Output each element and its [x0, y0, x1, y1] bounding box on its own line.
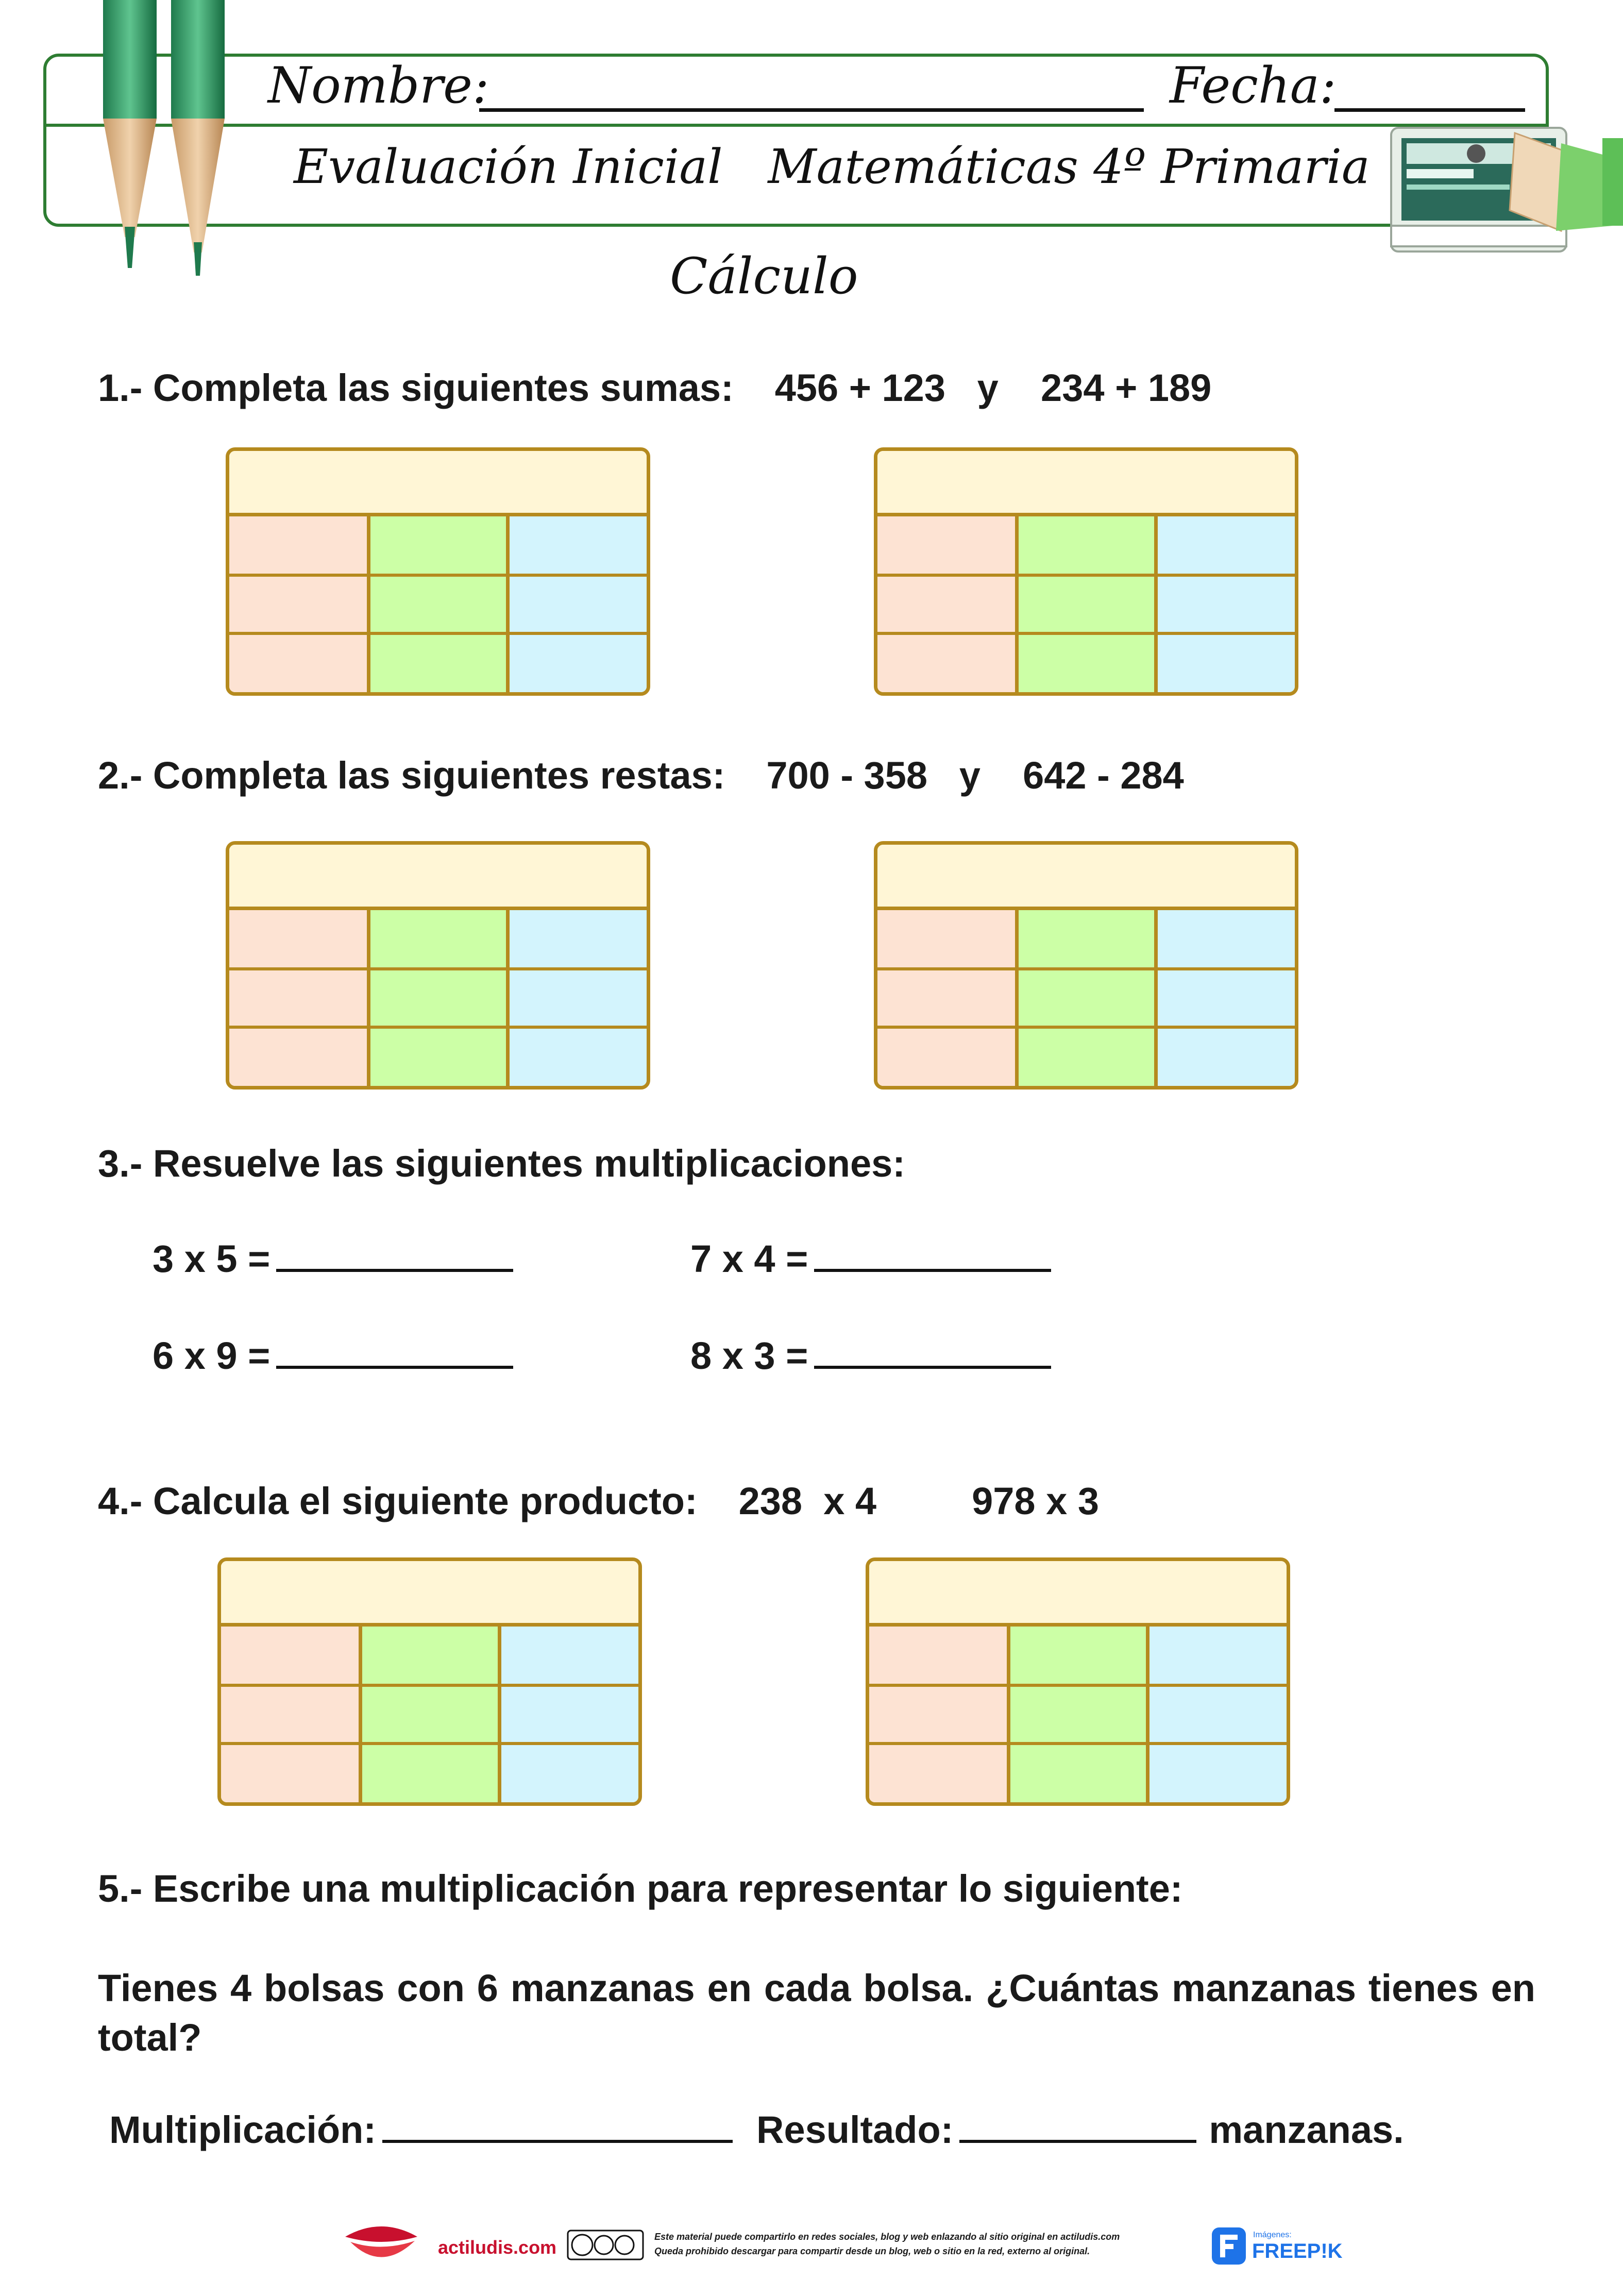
grid-row-divider: [869, 1684, 1287, 1687]
multiplication-3-text: 6 x 9 =: [153, 1334, 270, 1377]
result-label: Resultado:: [756, 2108, 954, 2151]
grid-column-divider: [1146, 1623, 1149, 1802]
grid-cell[interactable]: [368, 633, 508, 692]
multiplication-3-answer[interactable]: [276, 1361, 513, 1369]
grid-cell[interactable]: [869, 1744, 1008, 1802]
grid-cell[interactable]: [368, 910, 508, 969]
multiplication-1: [153, 1237, 513, 1281]
grid-cell[interactable]: [229, 633, 368, 692]
operation-grid-1[interactable]: [226, 447, 650, 696]
multiplication-3: [153, 1334, 513, 1378]
grid-cell[interactable]: [1008, 1685, 1147, 1744]
operation-grid-4[interactable]: [874, 841, 1298, 1090]
result-answer[interactable]: [959, 2135, 1196, 2143]
license-line-2: Queda prohibido descargar para compartir desde un blog, web o sitio en la red, externo al original.: [654, 2246, 1090, 2256]
operation-grid-6[interactable]: [866, 1557, 1290, 1806]
grid-cell[interactable]: [877, 516, 1017, 575]
grid-cell[interactable]: [1008, 1627, 1147, 1685]
grid-cell[interactable]: [508, 969, 647, 1028]
operation-grid-2[interactable]: [874, 447, 1298, 696]
multiplication-2-answer[interactable]: [814, 1264, 1051, 1272]
grid-cell[interactable]: [1017, 575, 1156, 634]
grid-row-divider: [229, 1026, 647, 1029]
answer-line: [109, 2108, 1404, 2152]
exercise-4-operations: 238 x 4 978 x 3: [738, 1480, 1100, 1522]
multiplication-answer[interactable]: [382, 2135, 733, 2143]
grid-cell[interactable]: [221, 1685, 360, 1744]
date-label: Fecha:: [1170, 57, 1337, 114]
exercise-5: [98, 1867, 1183, 1910]
grid-column-divider: [498, 1623, 501, 1802]
grid-row-divider: [877, 632, 1295, 635]
grid-cell[interactable]: [1156, 575, 1295, 634]
lips-logo-icon: [340, 2216, 422, 2273]
grid-cell[interactable]: [877, 969, 1017, 1028]
grid-row-divider: [869, 1742, 1287, 1745]
images-label: Imágenes:: [1253, 2231, 1292, 2239]
multiplication-4: [690, 1334, 1051, 1378]
grid-cell[interactable]: [368, 516, 508, 575]
footer: [340, 2216, 1371, 2278]
grid-row-divider: [221, 1684, 638, 1687]
grid-cell[interactable]: [221, 1744, 360, 1802]
grid-cell[interactable]: [1017, 910, 1156, 969]
grid-cell[interactable]: [877, 575, 1017, 634]
grid-row-divider: [229, 574, 647, 577]
grid-cell[interactable]: [360, 1685, 499, 1744]
grid-cell[interactable]: [1017, 969, 1156, 1028]
computer-books-icon: [1386, 123, 1623, 267]
grid-cell[interactable]: [499, 1744, 638, 1802]
grid-row-divider: [229, 967, 647, 970]
grid-cell[interactable]: [1147, 1744, 1287, 1802]
grid-cell[interactable]: [368, 1027, 508, 1086]
grid-column-divider: [1154, 907, 1158, 1086]
section-title: Cálculo: [670, 247, 858, 305]
license-line-1: Este material puede compartirlo en redes sociales, blog y web enlazando al sitio original en actiludis.com: [654, 2232, 1120, 2242]
operation-grid-5[interactable]: [217, 1557, 642, 1806]
exercise-5-label: 5.- Escribe una multiplicación para representar lo siguiente:: [98, 1867, 1183, 1910]
unit-label: manzanas.: [1209, 2108, 1404, 2151]
multiplication-4-text: 8 x 3 =: [690, 1334, 808, 1377]
grid-cell[interactable]: [229, 969, 368, 1028]
grid-column-divider: [367, 513, 370, 692]
grid-cell[interactable]: [869, 1627, 1008, 1685]
grid-column-divider: [367, 907, 370, 1086]
grid-column-divider: [1007, 1623, 1010, 1802]
freepik-logo-icon: [1211, 2226, 1247, 2266]
grid-header-row[interactable]: [229, 845, 647, 910]
grid-cell[interactable]: [1147, 1627, 1287, 1685]
grid-cell[interactable]: [1156, 633, 1295, 692]
grid-cell[interactable]: [1008, 1744, 1147, 1802]
grid-header-row[interactable]: [877, 451, 1295, 516]
exercise-1-operations: 456 + 123 y 234 + 189: [774, 366, 1212, 409]
green-pencils-icon: [98, 0, 252, 278]
exercise-1-label: 1.- Completa las siguientes sumas:: [98, 366, 734, 409]
grid-cell[interactable]: [368, 969, 508, 1028]
multiplication-1-text: 3 x 5 =: [153, 1237, 270, 1280]
grid-cell[interactable]: [1017, 516, 1156, 575]
exercise-2: [98, 753, 1184, 797]
name-field[interactable]: [479, 108, 1144, 112]
multiplication-label: Multiplicación:: [109, 2108, 376, 2151]
grid-cell[interactable]: [499, 1685, 638, 1744]
grid-cell[interactable]: [877, 633, 1017, 692]
grid-cell[interactable]: [508, 910, 647, 969]
grid-cell[interactable]: [229, 575, 368, 634]
grid-column-divider: [359, 1623, 362, 1802]
grid-cell[interactable]: [360, 1627, 499, 1685]
grid-header-row[interactable]: [229, 451, 647, 516]
exercise-2-operations: 700 - 358 y 642 - 284: [766, 754, 1184, 797]
grid-cell[interactable]: [877, 910, 1017, 969]
grid-column-divider: [1015, 513, 1019, 692]
grid-cell[interactable]: [360, 1744, 499, 1802]
grid-row-divider: [229, 632, 647, 635]
multiplication-2-text: 7 x 4 =: [690, 1237, 808, 1280]
grid-row-divider: [877, 967, 1295, 970]
grid-cell[interactable]: [508, 516, 647, 575]
exercise-4-label: 4.- Calcula el siguiente producto:: [98, 1480, 698, 1522]
exercise-3: [98, 1142, 905, 1185]
grid-cell[interactable]: [508, 1027, 647, 1086]
grid-header-row[interactable]: [221, 1561, 638, 1627]
exercise-3-label: 3.- Resuelve las siguientes multiplicaciones:: [98, 1142, 905, 1185]
evaluation-title: Evaluación Inicial Matemáticas 4º Primaria: [294, 139, 1370, 194]
grid-cell[interactable]: [1017, 633, 1156, 692]
grid-column-divider: [1015, 907, 1019, 1086]
grid-cell[interactable]: [508, 575, 647, 634]
grid-header-row[interactable]: [869, 1561, 1287, 1627]
freepik-name: FREEP!K: [1252, 2240, 1343, 2263]
exercise-1: [98, 366, 1211, 410]
grid-column-divider: [1154, 513, 1158, 692]
footer-site[interactable]: actiludis.com: [438, 2237, 557, 2258]
multiplication-1-answer[interactable]: [276, 1264, 513, 1272]
grid-cell[interactable]: [1147, 1685, 1287, 1744]
multiplication-2: [690, 1237, 1051, 1281]
exercise-2-label: 2.- Completa las siguientes restas:: [98, 754, 725, 797]
grid-cell[interactable]: [221, 1627, 360, 1685]
grid-cell[interactable]: [869, 1685, 1008, 1744]
grid-column-divider: [506, 907, 510, 1086]
grid-cell[interactable]: [229, 516, 368, 575]
grid-header-row[interactable]: [877, 845, 1295, 910]
problem-text: Tienes 4 bolsas con 6 manzanas en cada bolsa. ¿Cuántas manzanas tienes en total?: [98, 1967, 1535, 2059]
grid-cell[interactable]: [1156, 1027, 1295, 1086]
grid-row-divider: [877, 1026, 1295, 1029]
grid-row-divider: [877, 574, 1295, 577]
grid-cell[interactable]: [499, 1627, 638, 1685]
header-divider: [43, 124, 1549, 127]
date-field[interactable]: [1334, 108, 1525, 112]
grid-cell[interactable]: [1156, 969, 1295, 1028]
multiplication-4-answer[interactable]: [814, 1361, 1051, 1369]
grid-cell[interactable]: [229, 910, 368, 969]
operation-grid-3[interactable]: [226, 841, 650, 1090]
grid-cell[interactable]: [1156, 910, 1295, 969]
grid-cell[interactable]: [368, 575, 508, 634]
name-label: Nombre:: [268, 57, 489, 114]
grid-cell[interactable]: [508, 633, 647, 692]
grid-cell[interactable]: [229, 1027, 368, 1086]
exercise-4: [98, 1479, 1099, 1523]
grid-column-divider: [506, 513, 510, 692]
creative-commons-icon: [567, 2230, 644, 2260]
grid-row-divider: [221, 1742, 638, 1745]
grid-cell[interactable]: [1017, 1027, 1156, 1086]
grid-cell[interactable]: [1156, 516, 1295, 575]
grid-cell[interactable]: [877, 1027, 1017, 1086]
